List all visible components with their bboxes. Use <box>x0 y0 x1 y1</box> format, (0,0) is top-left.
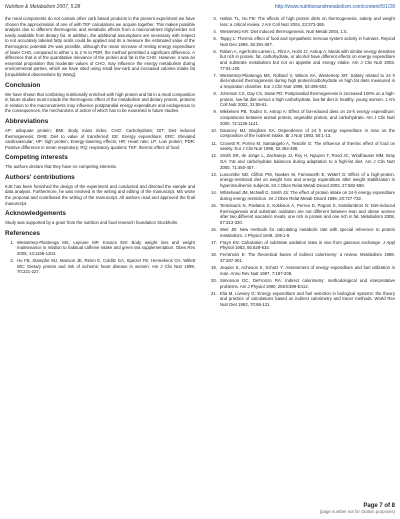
reference-item <box>208 91 395 108</box>
authors-contributions-heading: Authors' contributions <box>5 173 75 181</box>
reference-text: Dauncey MJ, Bingham SA: Dependence of 24 h energy expenditure in man on the composition of the nutrient intake. Br J Nutr 1983, 50:1-13. <box>220 127 395 139</box>
reference-list-left <box>5 240 195 275</box>
page-footer <box>320 504 395 515</box>
reference-number: 8. <box>213 91 217 97</box>
reference-item <box>208 252 395 263</box>
reference-number: 18. <box>211 252 217 258</box>
reference-text: Crovetti R, Porrini M, Santangelo A, Testolin G: The influence of thermic effect of food on satiety. Eur J Clin Nutr 1998, 52:482-488. <box>220 140 395 152</box>
reference-item <box>5 240 195 257</box>
conclusion-heading: Conclusion <box>5 81 41 89</box>
page-header <box>5 4 395 14</box>
reference-text: Smith SR, de Jonge L, Zachwieja JJ, Roy H, Nguyen T, Rood JC, Windhauser MM, Bray GA: Fat and carbohydrate balances during adaptation to a high-fat diet. Am J Clin Nutr 2000, 71:450-457. <box>220 153 395 170</box>
authors-contributions-text: KJE has been furnished the design of the experiment and conducted and directed the sample and data analysis. Furthermore, he was involved in the writing and editing of the manuscript. MS wrote the proposal and contributed the writing of the manuscript. All authors read and approved the final manuscript. <box>5 183 195 206</box>
reference-text: Raben A, Agerholm-Larsen L, Flint A, Holst JJ, Astrup A: Meals with similar energy densities but rich in protein, fat, carbohydrate, or alcohol have different effects on energy expenditure and substrate metabolism but not on appetite and energy intake. Am J Clin Nutr 2003, 77:91-100. <box>220 48 395 71</box>
reference-number: 6. <box>213 48 217 54</box>
reference-number: 15. <box>211 202 217 208</box>
reference-item <box>208 190 395 201</box>
reference-number: 10. <box>211 127 217 133</box>
reference-text: Elia M, Livesey G: Energy expenditure and fuel selection in biological systems: the theory and practice of calculations based on indirect calorimetry and tracer methods. World Rev Nutr Diet 1992, 70:68-131. <box>220 290 395 307</box>
reference-item <box>208 73 395 90</box>
reference-item <box>5 258 195 275</box>
competing-interests-text: The authors declare that they have no competing interests. <box>5 164 118 170</box>
reference-item <box>208 153 395 170</box>
reference-number: 21. <box>211 290 217 296</box>
reference-text: Luscombe ND, Clifton PM, Noakes M, Farnsworth E, Wittert G: Effect of a high-protein, energy-restricted diet on weight loss and energy expenditure after weight stabilization in hyperinsulinemic subjects. Int J Obes Relat Metab Disord 2003, 27:582-590. <box>220 171 395 188</box>
page-number: Page 7 of 8 <box>363 502 395 509</box>
references-heading: References <box>5 229 41 237</box>
reference-list-right <box>208 16 395 308</box>
reference-text: Westerterp-Plantenga MS, Lejeune MP, Kovacs EM: Body weight loss and weight maintenance in relation to habitual caffeine intake and green tea supplementation. Obes Res 2005, 13:1195-1204. <box>17 239 195 257</box>
reference-text: Westerterp KR: Diet induced thermogenesis. Nutr Metab 2004, 1:5. <box>220 28 348 34</box>
reference-item <box>208 16 395 27</box>
journal-citation: Nutrition & Metabolism 2007, 5:28 <box>5 4 81 10</box>
reference-item <box>208 29 395 35</box>
reference-text: Frayn KN: Calculation of substrate oxidation rates in vivo from gaseous exchange. J Appl Physiol 1983, 55:628-634. <box>220 239 395 251</box>
reference-item <box>208 265 395 276</box>
reference-number: 16. <box>211 226 217 232</box>
reference-text: Tappy L: Thermic effect of food and sympathetic nervous system activity in humans. Reprod Nutr Dev 1996, 36:391-397. <box>220 35 395 47</box>
abbreviations-text: AP: adequate protein; BMI: Body mass index; CHO: Carbohydrate; DIT: Diet induced thermogenesis; DHB: Diet to value of transferred; EE: Energy expenditure; ERC: Elevated cardiovascular; HP: high protein; Energy-lowering effects; HR: Heart rate; LP: Low protein; PDR: Positive difference in mean respiratory; RQ: respiratory quotient; TEF: thermic effect of food. <box>5 127 195 150</box>
reference-number: 1. <box>10 239 14 245</box>
reference-item <box>208 227 395 238</box>
left-column <box>5 16 195 486</box>
reference-number: 5. <box>213 35 217 41</box>
body-paragraph: the meal components do not contain other carb based products in the present experiment we have chosen the approximation of one of with TEF calculations we acquire together. This makes possible analysis due to different thermogenic and metabolic effects from a macronutrient triglycerides not easily available from dietary fat. In addition, the additional assumptions are necessary with respect to not accurately labeled fatty acids could be applied and its a measure the estimated value of the thermogenic potential 2% was possible, although the mean increase of resting energy expenditure of lower CHO, compared to either 1 to 2 % to PDR, the method permitted a significant difference. A difference that is of the quantitative relevance of the protein and fat in the CHO. However, it was an essential proposition that moderate values of CHO, may influence the energy metabolism during environmental parties, which we have sited using small low-carb and increased calories intake fat [Unpublished observations by Wang]. <box>5 16 195 77</box>
reference-number: 12. <box>211 153 217 159</box>
reference-item <box>208 141 395 152</box>
reference-number: 9. <box>213 109 217 115</box>
reference-number: 2. <box>10 258 14 264</box>
competing-interests-heading: Competing interests <box>5 154 68 162</box>
reference-number: 4. <box>213 28 217 34</box>
reference-item <box>208 203 395 225</box>
reference-text: Weir JB: New methods for calculating metabolic rate with special reference to protein metabolism. J Physiol 1949, 109:1-9. <box>220 226 395 238</box>
reference-item <box>208 240 395 251</box>
acknowledgements-text: Study was supported by a grant from the nutrition and food research foundation Stockholm. <box>5 220 179 226</box>
reference-text: Halton TL, Hu FB: The effects of high protein diets on thermogenesis, satiety and weight loss: a critical review. J Am Coll Nutr 2004, 23:373-385. <box>220 16 395 27</box>
right-column <box>208 16 395 506</box>
reference-number: 11. <box>211 140 217 146</box>
reference-number: 20. <box>211 278 217 284</box>
reference-text: Ferrannini E: The theoretical bases of indirect calorimetry: a review. Metabolism 1988, 37:287-301. <box>220 252 395 264</box>
reference-number: 19. <box>211 265 217 271</box>
reference-item <box>208 291 395 308</box>
reference-item <box>208 278 395 289</box>
reference-number: 17. <box>211 239 217 245</box>
conclusion-text: We have shown that combining nutritionally enriched with high protein and fat in a meal composition in future studies must include the thermogenic effect of the metabolism and dietary protein, proteins in relation to the macronutrients may influence postprandial energy expenditure and endogenous to the consequences, the mechanisms of action of which has to be examined in future studies. <box>5 91 195 114</box>
reference-number: 14. <box>211 190 217 196</box>
reference-number: 7. <box>213 72 217 78</box>
reference-text: Tentolouris N, Pavlatos S, Kokkinos A, Perrea D, Pagoni S, Katsilambros N: Diet-induced thermogenesis and substrate oxidation are not different between lean and obese women after two different isocaloric meals, one rich in protein and one rich in fat. Metabolism 2008, 57:313-320. <box>220 202 395 225</box>
abbreviations-heading: Abbreviations <box>5 117 49 125</box>
reference-item <box>208 172 395 189</box>
reference-text: Hu FB, Stampfer MJ, Manson JE, Rimm E, Colditz GA, Speizer FE, Hennekens CH, Willett WC: Dietary protein and risk of ischemic heart disease in women. Am J Clin Nutr 1999, 70:221-227. <box>17 258 195 275</box>
page-number-note: (page number not for citation purposes) <box>319 509 395 515</box>
acknowledgements-heading: Acknowledgements <box>5 210 67 218</box>
article-url[interactable]: http://www.nutritionandmetabolism.com/content/5/1/28 <box>274 4 395 10</box>
reference-number: 13. <box>211 171 217 177</box>
reference-text: Mikkelsen PB, Toubro S, Astrup A: Effect of fat-reduced diets on 24-h energy expenditure: comparisons between animal protein, vegetable protein, and carbohydrate. Am J Clin Nutr 2000, 72:1135-1141. <box>220 109 395 126</box>
reference-item <box>208 36 395 47</box>
reference-item <box>208 49 395 71</box>
reference-text: Jequier E, Acheson K, Schutz Y: Assessment of energy expenditure and fuel utilization in man. Annu Rev Nutr 1987, 7:187-208. <box>220 265 395 276</box>
reference-text: Simonson DC, DeFronzo RA: Indirect calorimetry: methodological and interpretative problems. Am J Physiol 1990, 258:E399-E412. <box>220 278 395 289</box>
reference-item <box>208 128 395 139</box>
reference-text: Whitehead JM, McNeill G, Smith JS: The effect of protein intake on 24-h energy expenditure during energy restriction. Int J Obes Relat Metab Disord 1996, 20:727-732. <box>220 190 395 201</box>
reference-text: Westerterp-Plantenga MS, Rolland V, Wilson SA, Westerterp KR: Satiety related to 24 h diet-induced thermogenesis during high protein/carbohydrate vs high fat diets measured in a respiration chamber. Eur J Clin Nutr 1999, 53:495-502. <box>220 72 395 89</box>
reference-item <box>208 109 395 126</box>
reference-text: Johnston CS, Day CS, Swan PD: Postprandial thermogenesis is increased 100% on a high-protein, low-fat diet versus a high-carbohydrate, low-fat diet in healthy, young women. J Am Coll Nutr 2002, 21:55-61. <box>220 91 395 108</box>
reference-number: 3. <box>213 16 217 21</box>
